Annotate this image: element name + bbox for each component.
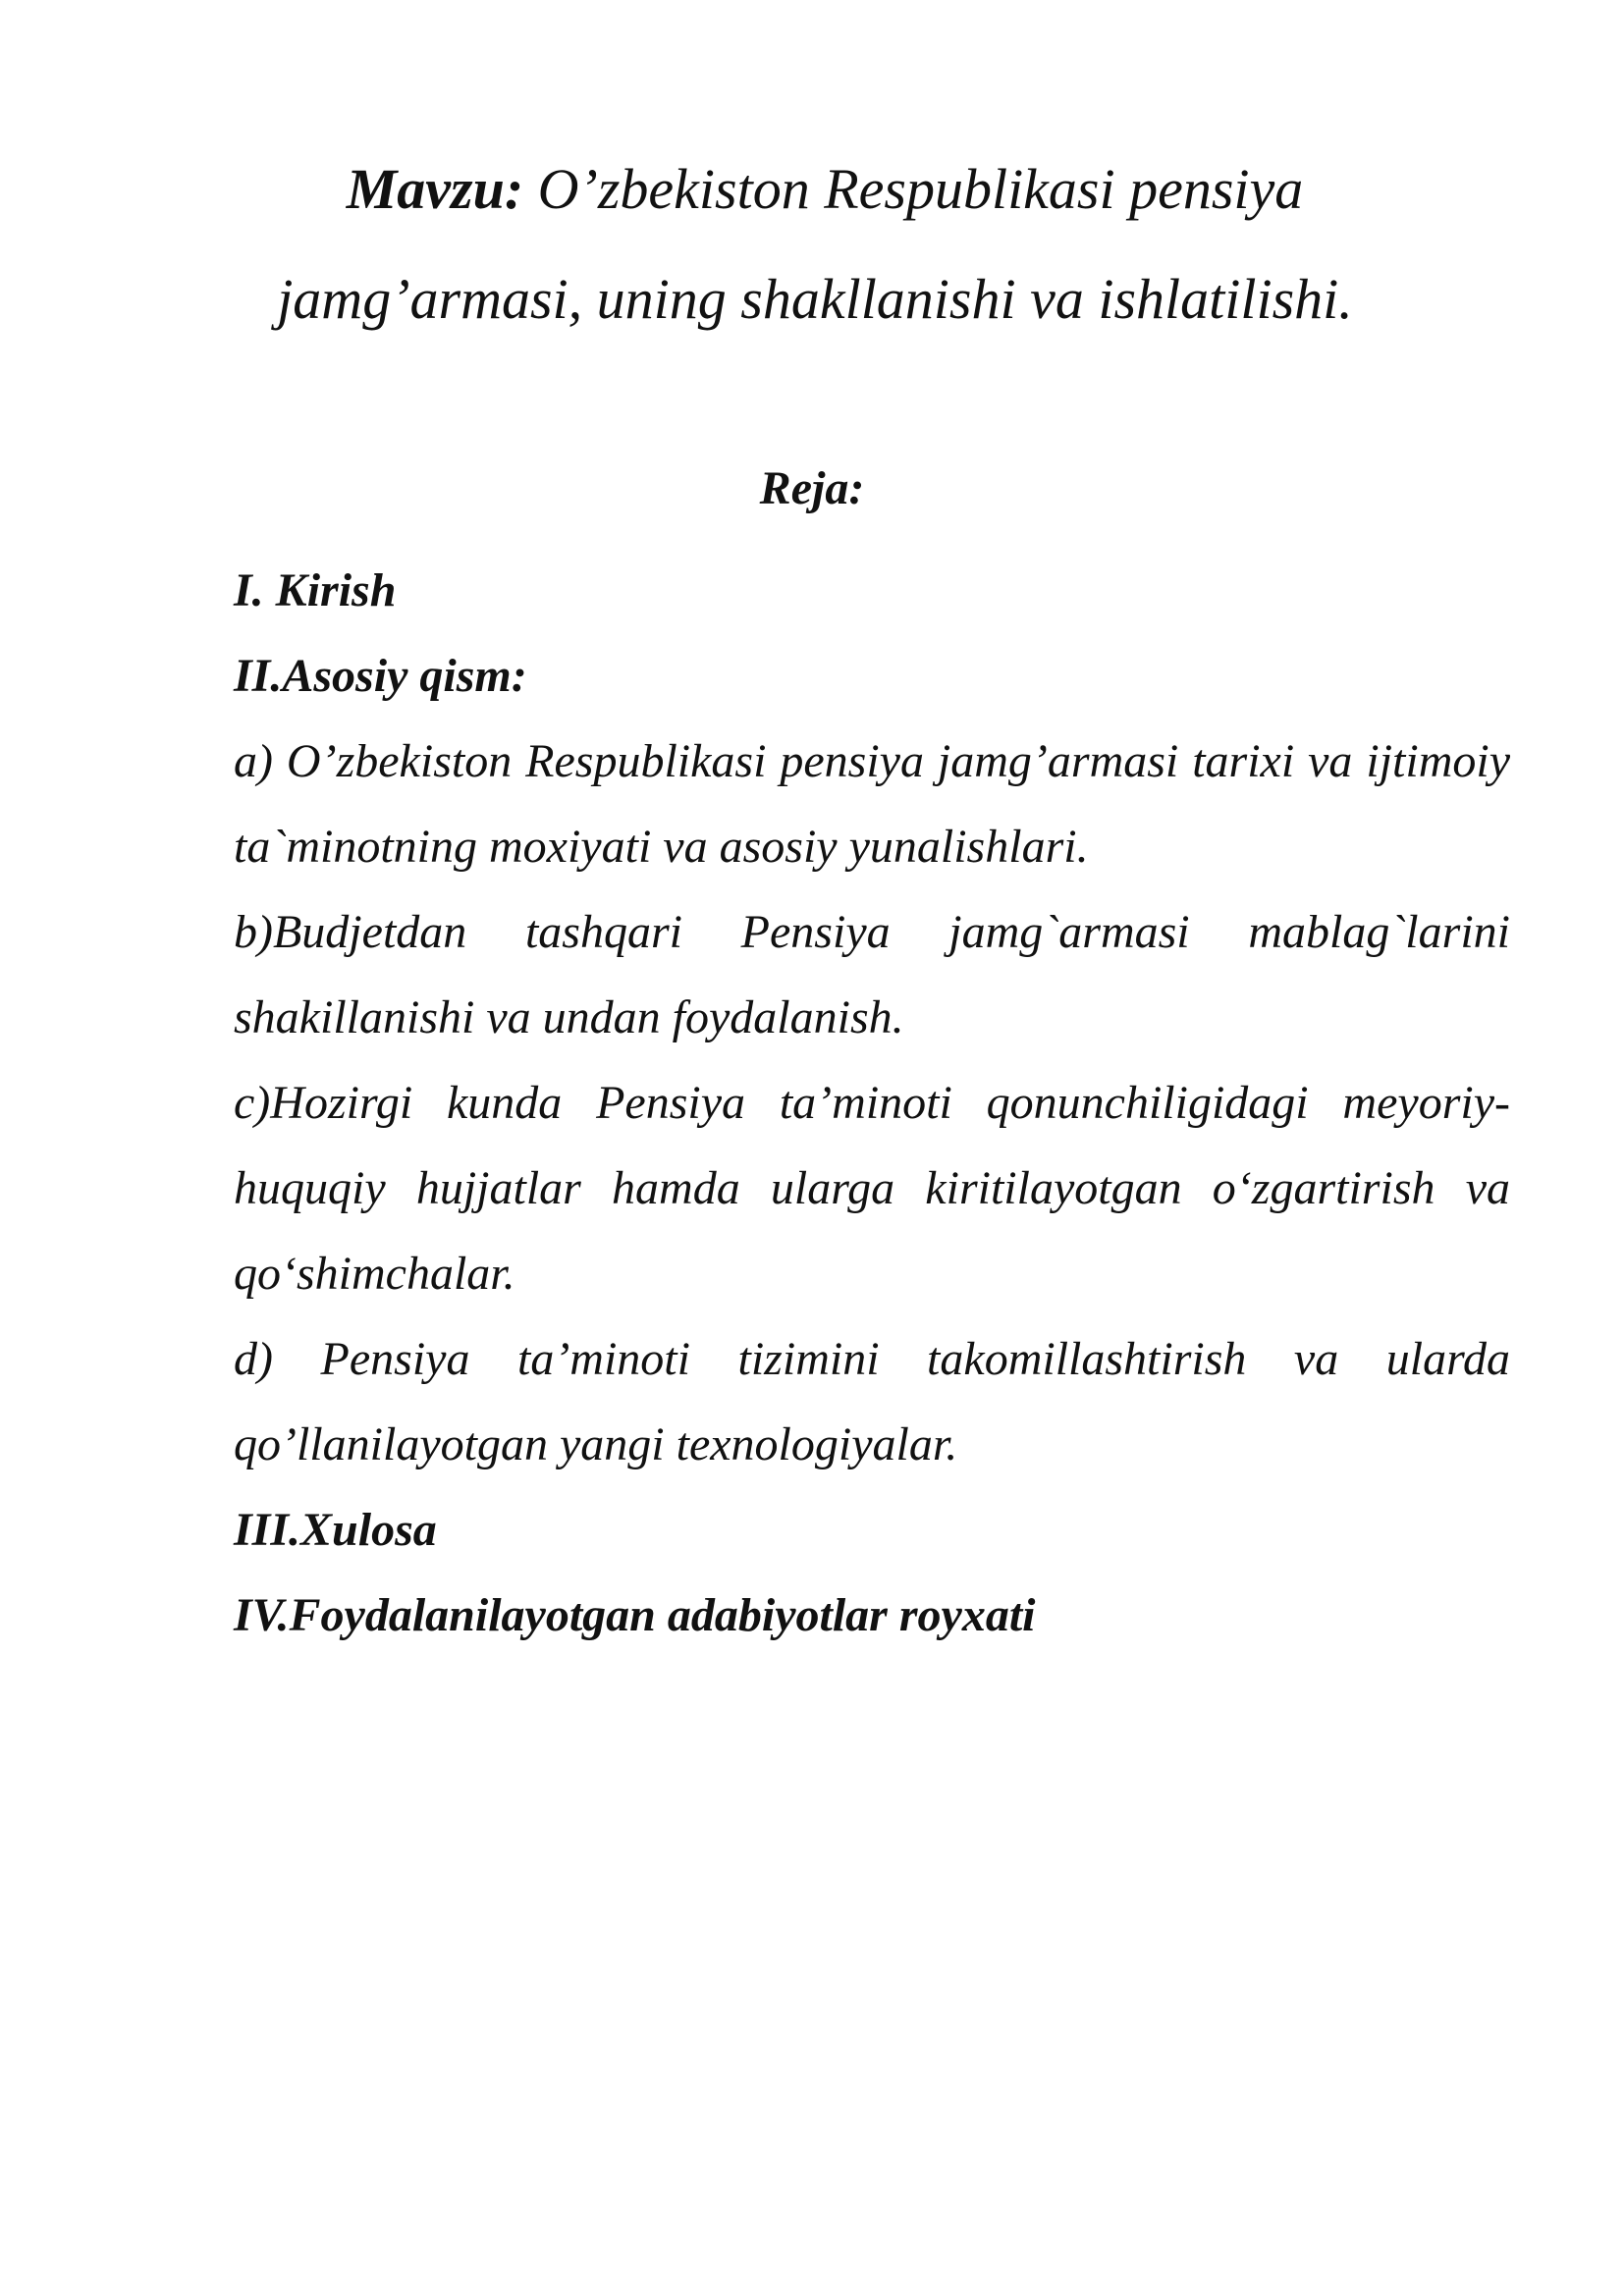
- plan-item: c)Hozirgi kunda Pensiya ta’minoti qonunchiligidagi meyoriy-huquqiy hujjatlar hamda ularga kiritilayotgan o‘zgartirish va qo‘shimchalar.: [234, 1077, 1510, 1300]
- plan-item: b)Budjetdan tashqari Pensiya jamg`armasi mablag`larini shakillanishi va undan foydalanish.: [234, 906, 1510, 1043]
- plan-item: I. Kirish: [234, 564, 397, 616]
- plan-heading: Reja:: [759, 462, 865, 514]
- plan-item: d) Pensiya ta’minoti tizimini takomillashtirish va ularda qo’llanilayotgan yangi texnologiyalar.: [234, 1333, 1510, 1470]
- plan-item: IV.Foydalanilayotgan adabiyotlar royxati: [234, 1589, 1036, 1641]
- title-label: Mavzu:: [346, 157, 524, 221]
- plan-item: a) O’zbekiston Respublikasi pensiya jamg’armasi tarixi va ijtimoiy ta`minotning moxiyati va asosiy yunalishlari.: [234, 735, 1510, 873]
- plan-list: [234, 548, 1510, 1658]
- document-title-line-1: [177, 155, 1473, 224]
- title-text-line-1: O’zbekiston Respublikasi pensiya: [523, 157, 1304, 221]
- plan-item: III.Xulosa: [234, 1504, 437, 1556]
- document-title-line-2: jamg’armasi, uning shakllanishi va ishlatilishi.: [277, 267, 1353, 331]
- plan-item: II.Asosiy qism:: [234, 650, 527, 702]
